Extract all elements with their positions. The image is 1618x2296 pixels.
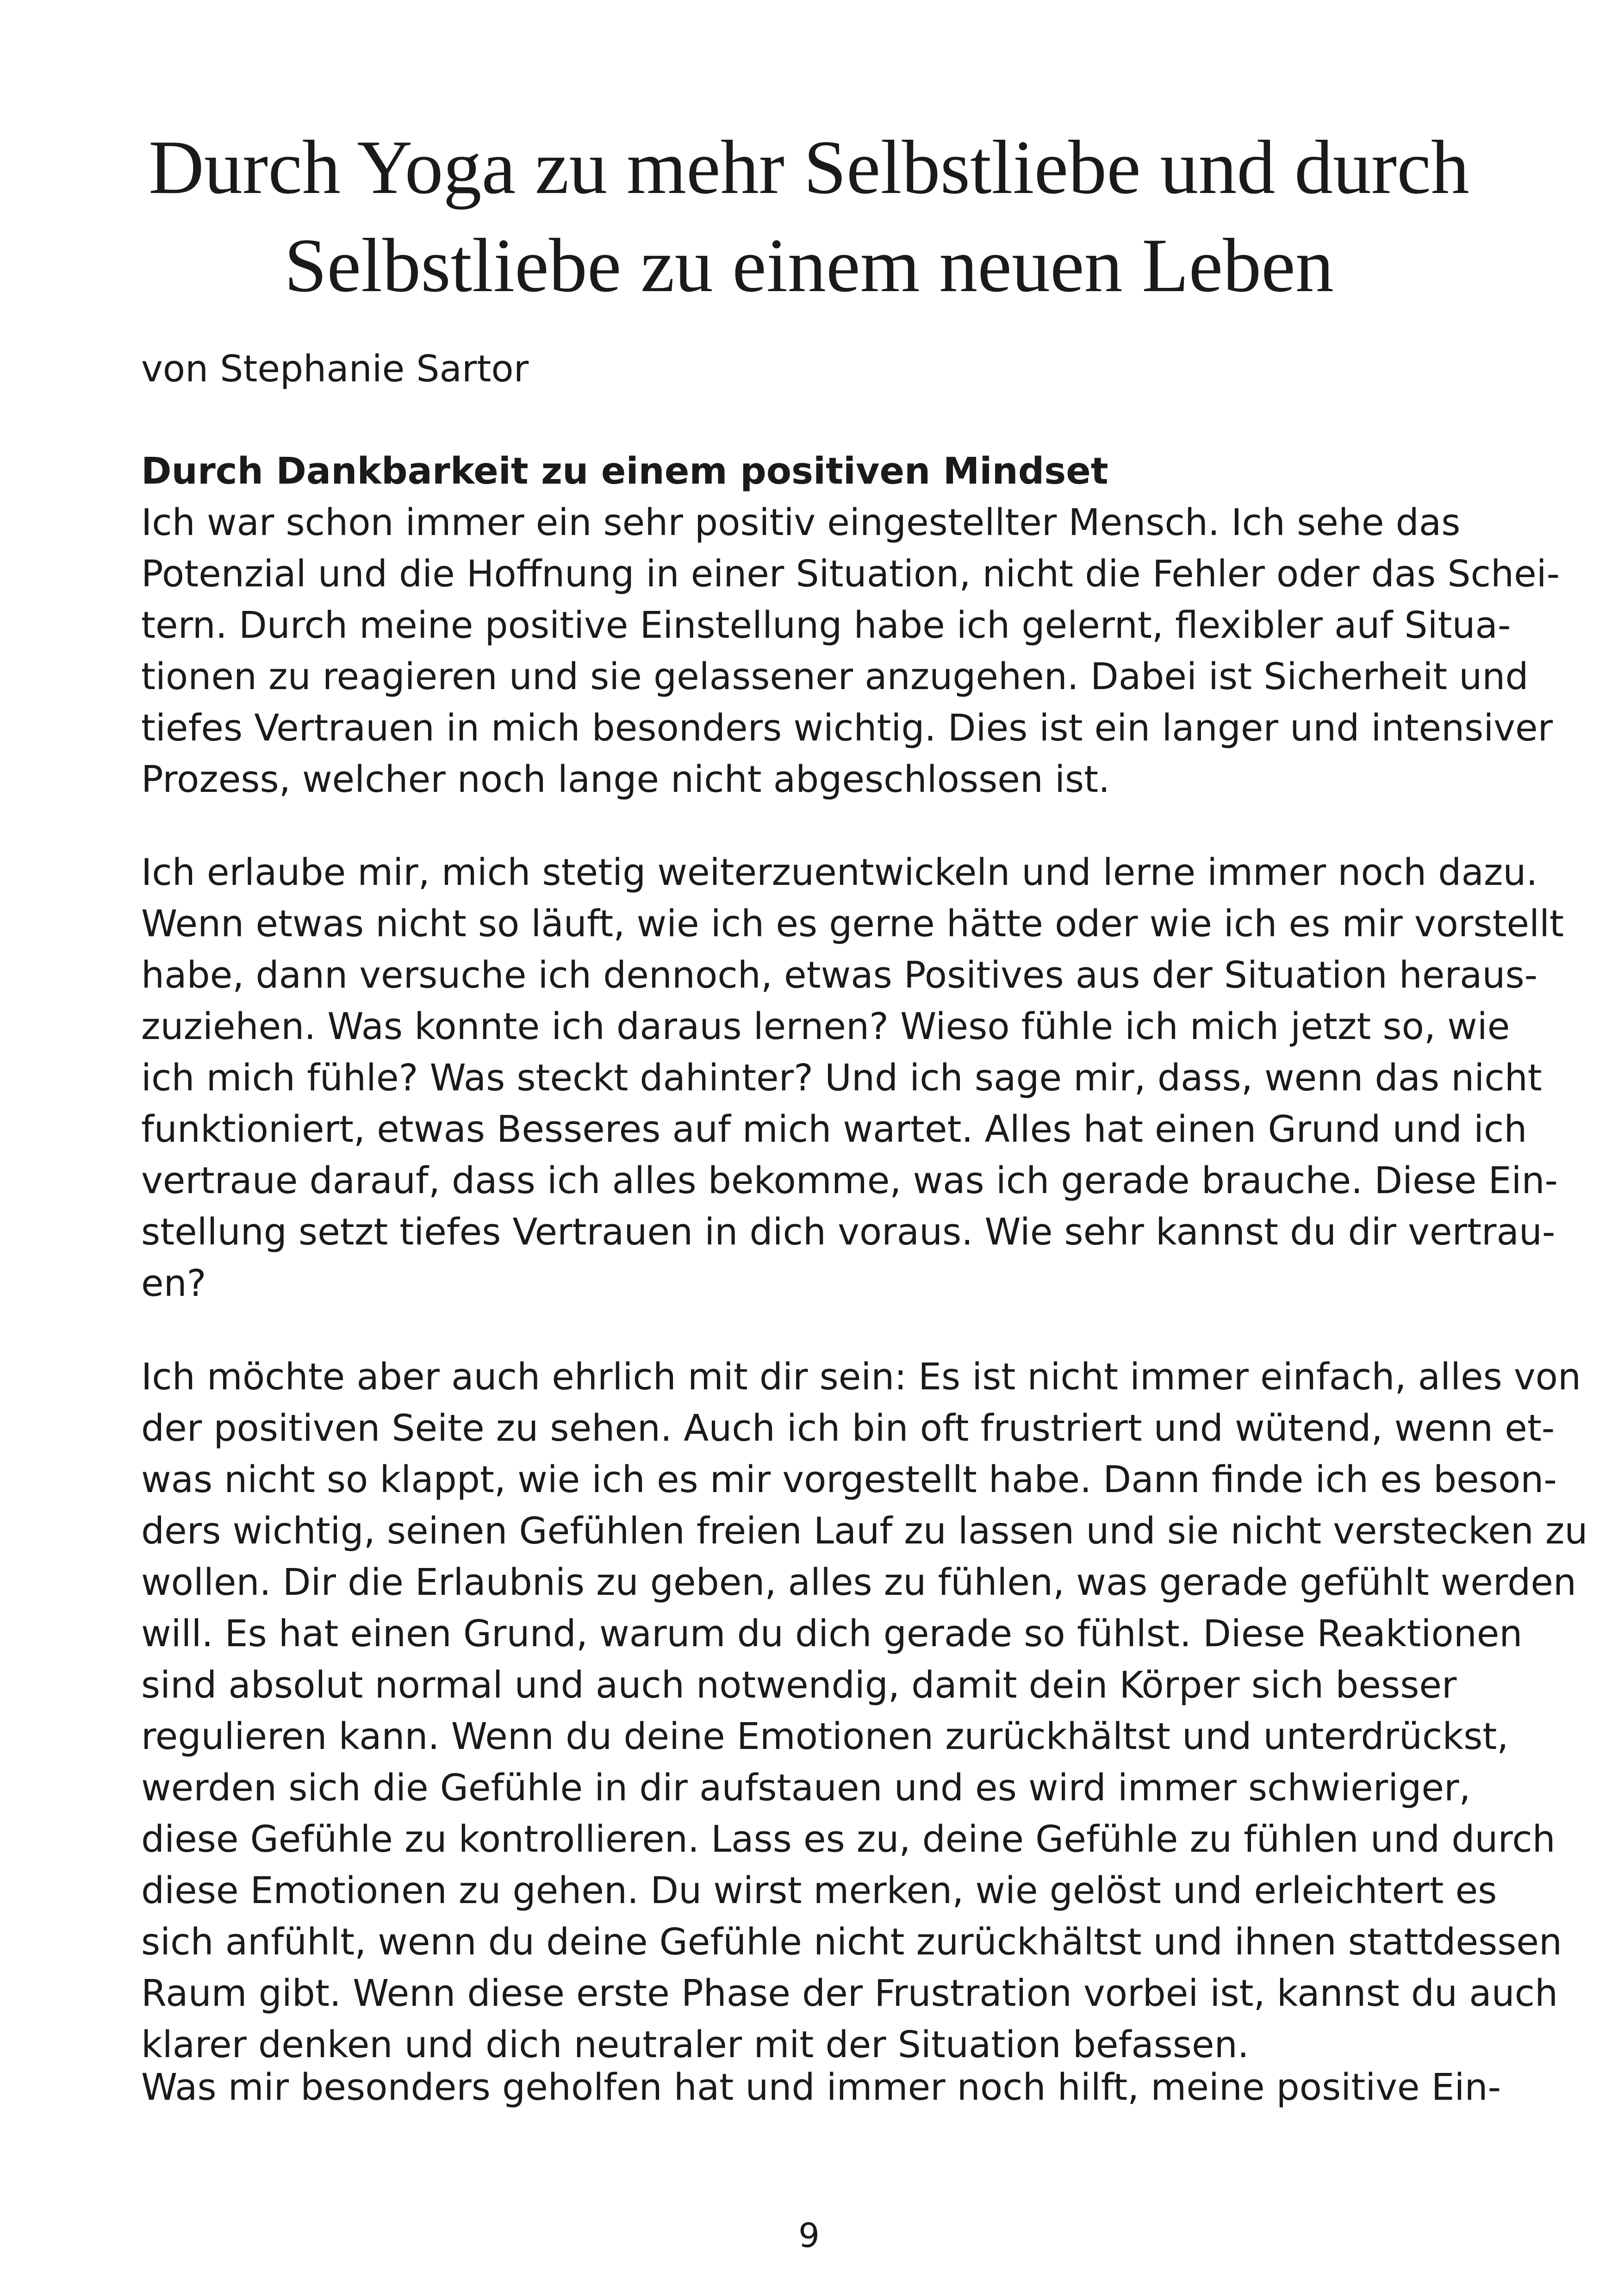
paragraph-1 xyxy=(141,497,1560,805)
text-line: habe, dann versuche ich dennoch, etwas Positives aus der Situation heraus- xyxy=(141,954,1538,996)
text-line: tionen zu reagieren und sie gelassener anzugehen. Dabei ist Sicherheit und xyxy=(141,655,1529,698)
text-line: vertraue darauf, dass ich alles bekomme, was ich gerade brauche. Diese Ein- xyxy=(141,1159,1558,1202)
paragraph-3 xyxy=(141,1351,1588,2071)
text-line: will. Es hat einen Grund, warum du dich gerade so fühlst. Diese Reaktionen xyxy=(141,1612,1523,1655)
paragraph-4 xyxy=(141,2062,1501,2113)
author-line: von Stephanie Sartor xyxy=(141,348,529,390)
text-line: Potenzial und die Hoffnung in einer Situation, nicht die Fehler oder das Schei- xyxy=(141,553,1560,595)
text-line: der positiven Seite zu sehen. Auch ich bin oft frustriert und wütend, wenn et- xyxy=(141,1407,1555,1450)
text-line: Raum gibt. Wenn diese erste Phase der Frustration vorbei ist, kannst du auch xyxy=(141,1972,1558,2015)
page-title xyxy=(139,118,1479,314)
text-line: stellung setzt tiefes Vertrauen in dich voraus. Wie sehr kannst du dir vertrau- xyxy=(141,1211,1556,1253)
section-heading: Durch Dankbarkeit zu einem positiven Mindset xyxy=(141,450,1108,492)
text-line: en? xyxy=(141,1262,206,1305)
text-line: funktioniert, etwas Besseres auf mich wartet. Alles hat einen Grund und ich xyxy=(141,1108,1527,1151)
page-number: 9 xyxy=(798,2216,820,2255)
text-line: tern. Durch meine positive Einstellung habe ich gelernt, flexibler auf Situa- xyxy=(141,604,1511,647)
text-line: was nicht so klappt, wie ich es mir vorgestellt habe. Dann finde ich es beson- xyxy=(141,1458,1557,1501)
text-line: werden sich die Gefühle in dir aufstauen und es wird immer schwieriger, xyxy=(141,1767,1471,1809)
text-line: Was mir besonders geholfen hat und immer noch hilft, meine positive Ein- xyxy=(141,2066,1501,2109)
text-line: Ich erlaube mir, mich stetig weiterzuentwickeln und lerne immer noch dazu. xyxy=(141,851,1538,894)
title-line-1: Durch Yoga zu mehr Selbstliebe und durch xyxy=(149,124,1469,210)
section xyxy=(141,446,1560,805)
text-line: ich mich fühle? Was steckt dahinter? Und ich sage mir, dass, wenn das nicht xyxy=(141,1057,1542,1099)
text-line: wollen. Dir die Erlaubnis zu geben, alles zu fühlen, was gerade gefühlt werden xyxy=(141,1561,1576,1604)
text-line: sind absolut normal und auch notwendig, damit dein Körper sich besser xyxy=(141,1664,1457,1706)
text-line: Ich war schon immer ein sehr positiv eingestellter Mensch. Ich sehe das xyxy=(141,501,1461,544)
text-line: Ich möchte aber auch ehrlich mit dir sein: Es ist nicht immer einfach, alles von xyxy=(141,1356,1581,1398)
text-line: Prozess, welcher noch lange nicht abgeschlossen ist. xyxy=(141,758,1110,801)
text-line: Wenn etwas nicht so läuft, wie ich es gerne hätte oder wie ich es mir vorstellt xyxy=(141,902,1564,945)
text-line: tiefes Vertrauen in mich besonders wichtig. Dies ist ein langer und intensiver xyxy=(141,707,1553,749)
text-line: ders wichtig, seinen Gefühlen freien Lauf zu lassen und sie nicht verstecken zu xyxy=(141,1510,1588,1552)
text-line: klarer denken und dich neutraler mit der Situation befassen. xyxy=(141,2023,1249,2066)
title-line-2: Selbstliebe zu einem neuen Leben xyxy=(284,223,1334,308)
text-line: sich anfühlt, wenn du deine Gefühle nicht zurückhältst und ihnen stattdessen xyxy=(141,1921,1562,1963)
text-line: diese Gefühle zu kontrollieren. Lass es zu, deine Gefühle zu fühlen und durch xyxy=(141,1818,1556,1860)
paragraph-2 xyxy=(141,847,1564,1309)
text-line: diese Emotionen zu gehen. Du wirst merken, wie gelöst und erleichtert es xyxy=(141,1869,1497,1912)
text-line: regulieren kann. Wenn du deine Emotionen zurückhältst und unterdrückst, xyxy=(141,1715,1509,1758)
text-line: zuziehen. Was konnte ich daraus lernen? Wieso fühle ich mich jetzt so, wie xyxy=(141,1005,1510,1048)
